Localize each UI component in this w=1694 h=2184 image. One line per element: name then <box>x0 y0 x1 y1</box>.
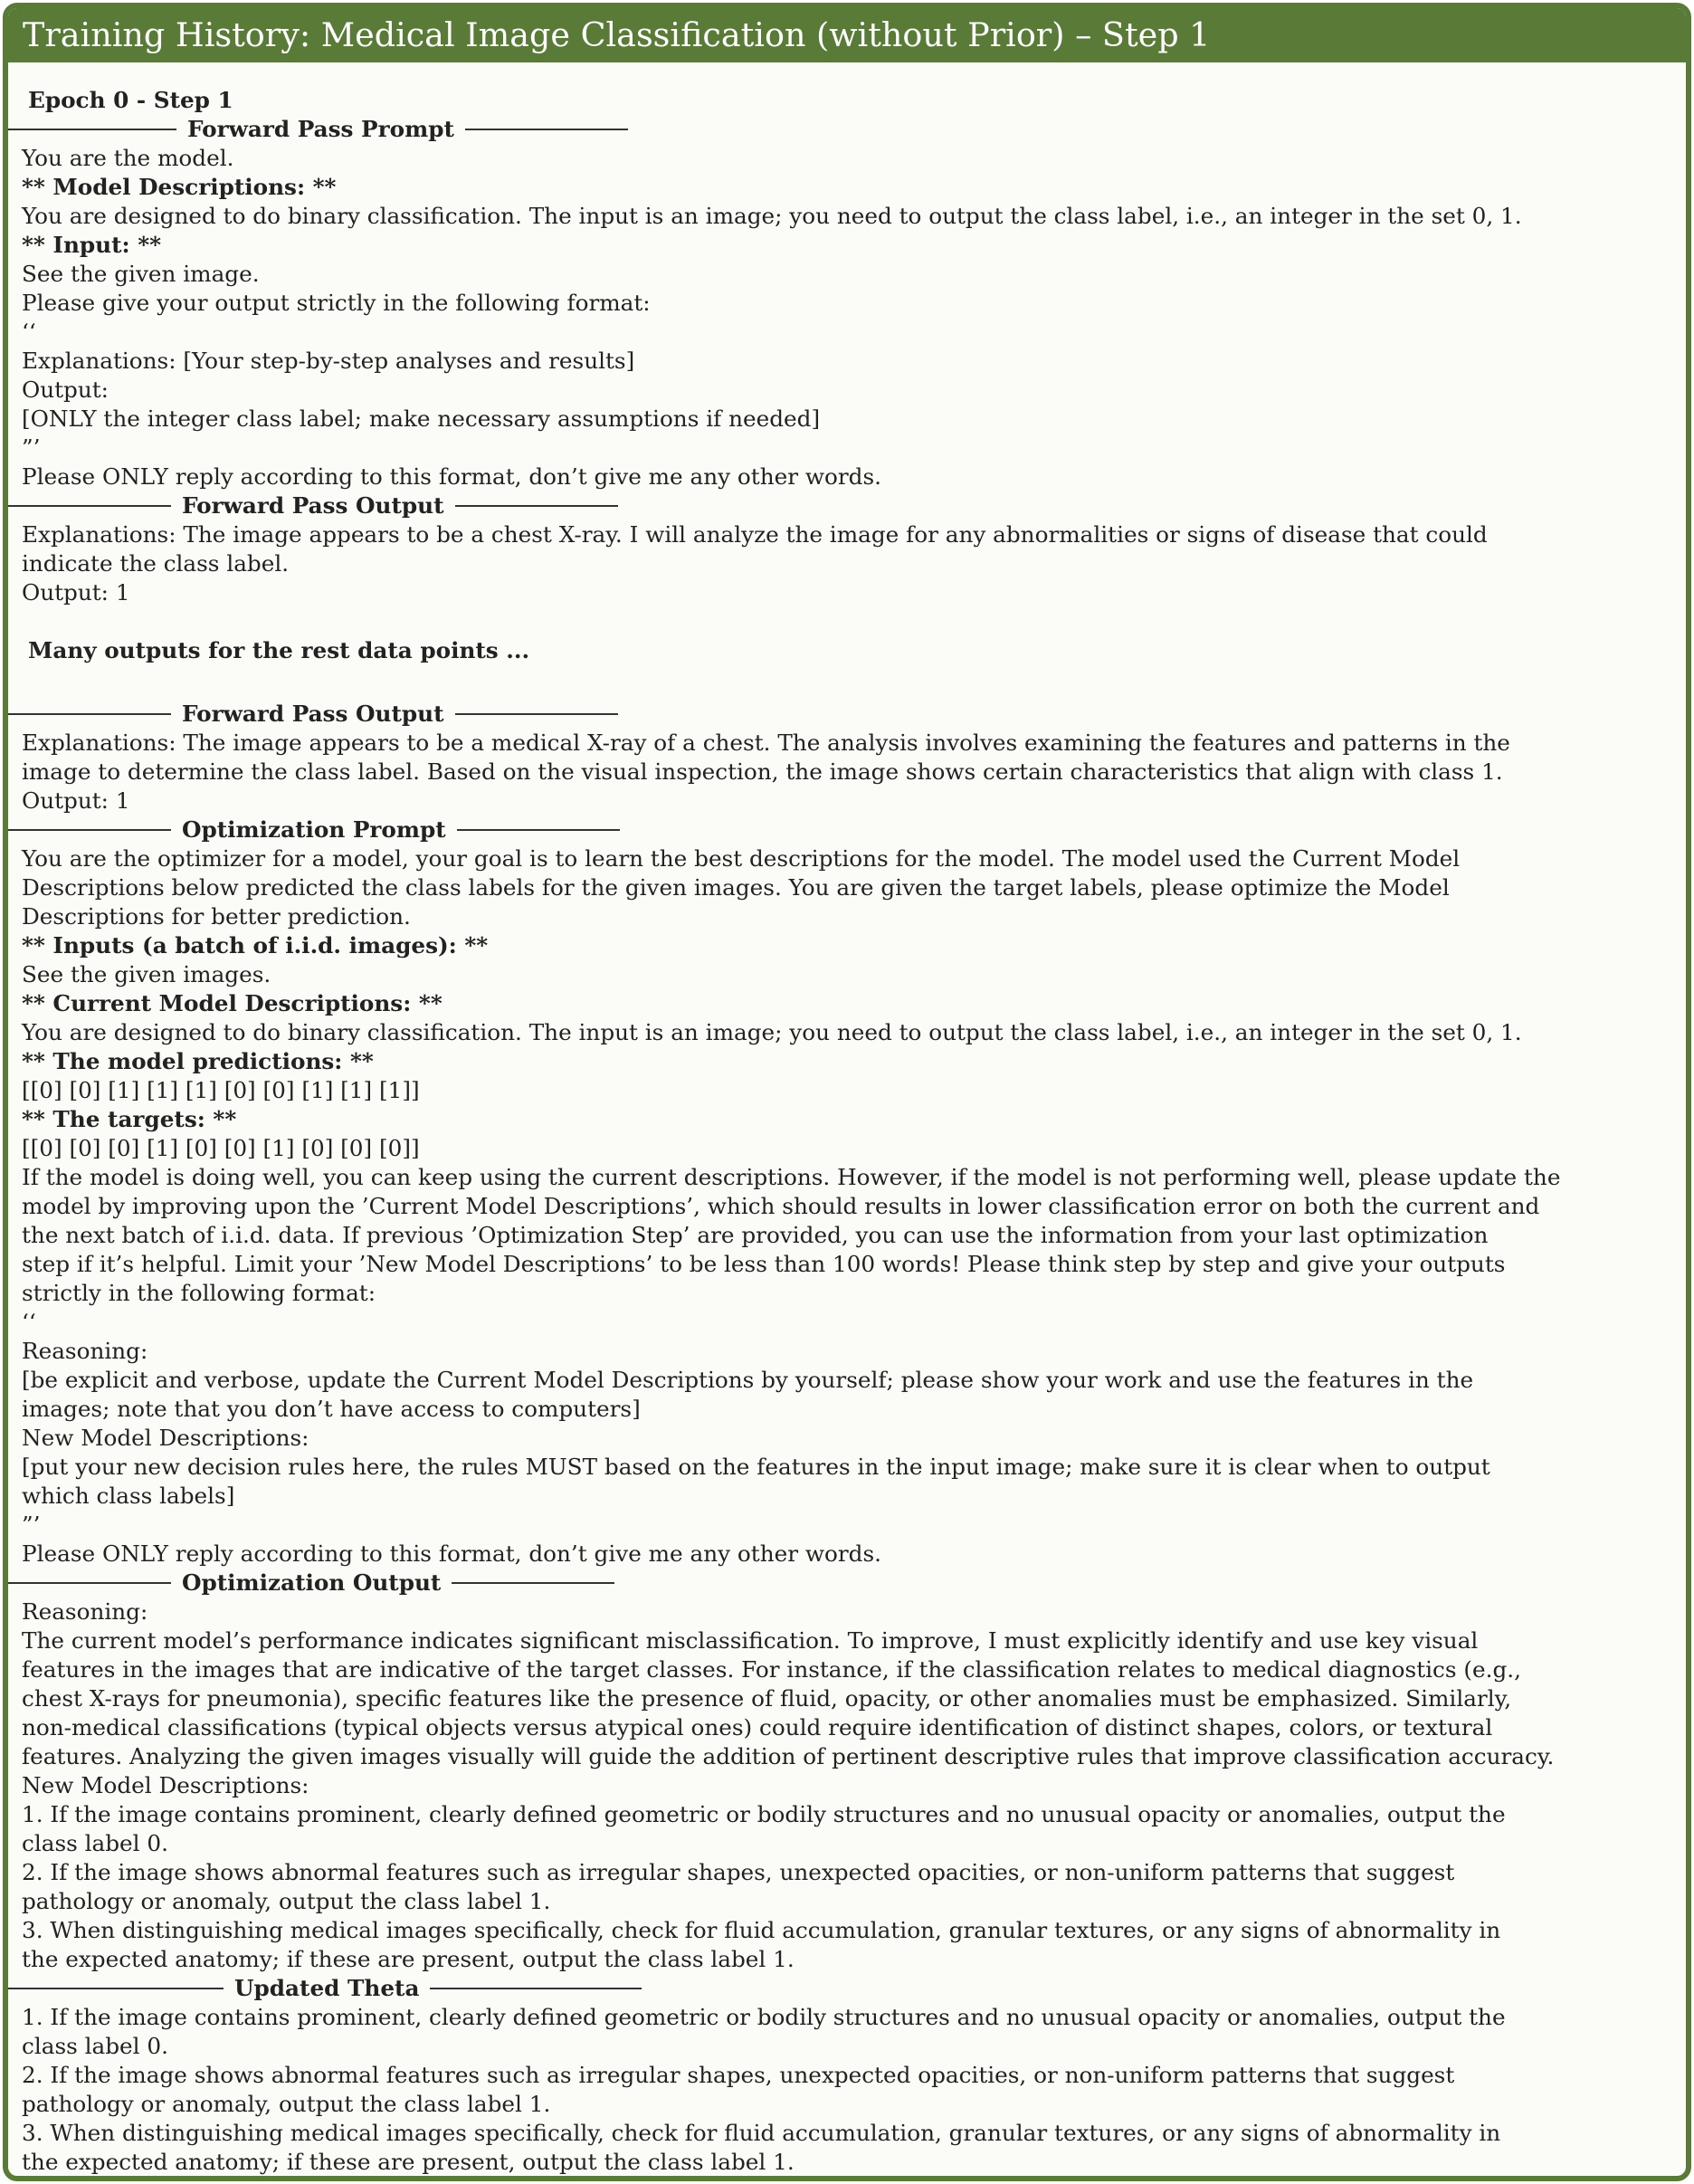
model-descriptions-heading: ** Model Descriptions: ** <box>22 174 337 200</box>
predictions-heading: ** The model predictions: ** <box>22 1048 374 1074</box>
section-header-optimization-prompt: Optimization Prompt <box>8 815 1674 844</box>
optimization-output-section: Reasoning: The current model’s performance indicates significant misclassification. To improve, I must explicitly identify and use key visual features in the images that are indicative of the target classes. For instance, if the classification relates to medical diagnostics (e.g., chest X-rays for pneumonia), specific features like the presence of fluid, opacity, or other anomalies must be emphasized. Similarly, non-medical classifications (typical objects versus atypical ones) could require identification of distinct shapes, colors, or textural features. Analyzing the given images visually will guide the addition of pertinent descriptive rules that improve classification accuracy. New Model Descriptions: 1. If the image contains prominent, clearly defined geometric or bodily structures and no unusual opacity or anomalies, output the class label 0. 2. If the image shows abnormal features such as irregular shapes, unexpected opacities, or non-uniform patterns that suggest pathology or anomaly, output the class label 1. 3. When distinguishing medical images specifically, check for fluid accumulation, granular textures, or any signs of abnormality in the expected anatomy; if these are present, output the class label 1. <box>22 1598 1555 1972</box>
section-header-forward-output-1: Forward Pass Output <box>8 491 1674 520</box>
input-heading: ** Input: ** <box>22 232 162 258</box>
forward-pass-output-2-section: Explanations: The image appears to be a medical X-ray of a chest. The analysis involves examining the features and patterns in the image to determine the class label. Based on the visual inspection, the image shows certain characteristics that align with class 1. Output: 1 <box>22 730 1510 814</box>
targets-heading: ** The targets: ** <box>22 1106 237 1132</box>
section-header-updated-theta: Updated Theta <box>8 1974 1674 2003</box>
epoch-heading: Epoch 0 - Step 1 <box>28 87 233 113</box>
panel-content <box>8 62 1674 2177</box>
updated-theta-section: 1. If the image contains prominent, clearly defined geometric or bodily structures and no unusual opacity or anomalies, output the class label 0. 2. If the image shows abnormal features such as irregular shapes, unexpected opacities, or non-uniform patterns that suggest pathology or anomaly, output the class label 1. 3. When distinguishing medical images specifically, check for fluid accumulation, granular textures, or any signs of abnormality in the expected anatomy; if these are present, output the class label 1. <box>22 2004 1506 2175</box>
forward-pass-prompt-section: You are the model. ** Model Descriptions: ** You are designed to do binary classification. The input is an image; you need to output the class label, i.e., an integer in the set 0, 1. ** Input: ** See the given image. Please give your output strictly in the following format: ‘‘ Explanations: [Your step-by-step analyses and results] Output: [ONLY the integer class label; make necessary assumptions if needed] ”’ Please ONLY reply according to this format, don’t give me any other words. <box>22 144 1674 491</box>
optimization-prompt-section: You are the optimizer for a model, your goal is to learn the best descriptions for the model. The model used the Current Model Descriptions below predicted the class labels for the given images. You are given the target labels, please optimize the Model Descriptions for better prediction. ** Inputs (a batch of i.i.d. images): ** See the given images. ** Current Model Descriptions: ** You are designed to do binary classification. The input is an image; you need to output the class label, i.e., an integer in the set 0, 1. ** The model predictions: ** [[0] [0] [1] [1] [1] [0] [0] [1] [1] [1]] ** The targets: ** [[0] [0] [0] [1] [0] [0] [1] [0] [0] [0]] If the model is doing well, you can keep using the current descriptions. However, if the model is not performing well, please update the model by improving upon the ’Current Model Descriptions’, which should results in lower classification error on both the current and the next batch of i.i.d. data. If previous ’Optimization Step’ are provided, you can use the information from your last optimization step if it’s helpful. Limit your ’New Model Descriptions’ to be less than 100 words! Please think step by step and give your outputs strictly in the following format: ‘‘ Reasoning: [be explicit and verbose, update the Current Model Descriptions by yourself; please show your work and use the features in the images; note that you don’t have access to computers] New Model Descriptions: [put your new decision rules here, the rules MUST based on the features in the input image; make sure it is clear when to output which class labels] ”’ Please ONLY reply according to this format, don’t give me any other words. <box>22 844 1674 1569</box>
panel-title: Training History: Medical Image Classification (without Prior) – Step 1 <box>8 8 1686 62</box>
predictions-value: [[0] [0] [1] [1] [1] [0] [0] [1] [1] [1]] <box>22 1077 420 1103</box>
section-header-forward-output-2: Forward Pass Output <box>8 700 1674 729</box>
section-header-forward-prompt: Forward Pass Prompt <box>8 115 1674 144</box>
inputs-heading: ** Inputs (a batch of i.i.d. images): ** <box>22 932 489 958</box>
section-header-optimization-output: Optimization Output <box>8 1569 1674 1597</box>
current-descriptions-heading: ** Current Model Descriptions: ** <box>22 990 443 1016</box>
forward-pass-output-1-section: Explanations: The image appears to be a chest X-ray. I will analyze the image for any abnormalities or signs of disease that could indicate the class label. Output: 1 <box>22 521 1488 606</box>
training-history-panel <box>3 3 1691 2181</box>
many-outputs-note: Many outputs for the rest data points ... <box>28 637 530 663</box>
targets-value: [[0] [0] [0] [1] [0] [0] [1] [0] [0] [0]] <box>22 1135 420 1161</box>
